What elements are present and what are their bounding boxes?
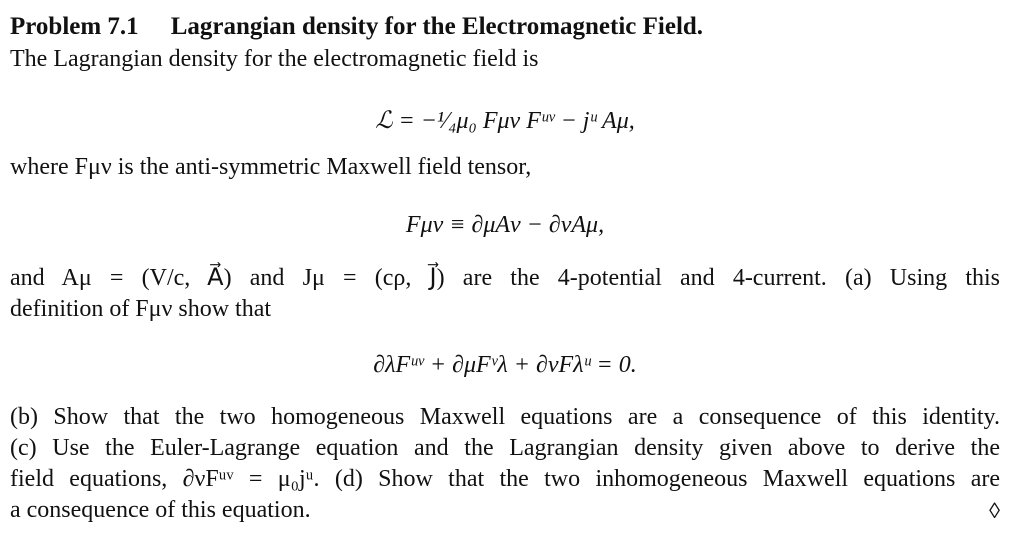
definitions-line-2: definition of Fμν show that xyxy=(10,296,272,322)
parts-paragraph xyxy=(10,402,1000,526)
intro-text: The Lagrangian density for the electromagnetic field is xyxy=(10,46,539,72)
where-text: where Fμν is the anti-symmetric Maxwell field tensor, xyxy=(10,154,532,180)
problem-number: Problem 7.1 xyxy=(10,13,139,40)
part-line: (c) Use the Euler-Lagrange equation and the Lagrangian density given above to derive the xyxy=(10,435,1000,461)
part-line-last xyxy=(10,495,1000,526)
problem-heading xyxy=(10,12,703,42)
identity-equation: ∂λFᵘᵛ + ∂μFᵛλ + ∂νFλᵘ = 0. xyxy=(373,352,637,378)
part-line: (b) Show that the two homogeneous Maxwell equations are a consequence of this identity. xyxy=(10,404,1000,430)
field-tensor-equation: Fμν ≡ ∂μAν − ∂νAμ, xyxy=(405,212,605,238)
part-line: a consequence of this equation. xyxy=(10,497,311,523)
end-of-problem-mark: ◊ xyxy=(989,498,1000,523)
definitions-line-1: and Aμ = (V/c, A⃗) and Jμ = (cρ, J⃗) are the 4-potential and 4-current. (a) Using this xyxy=(10,265,1000,291)
problem-title: Lagrangian density for the Electromagnetic Field. xyxy=(170,13,704,40)
lagrangian-equation: ℒ = −¹⁄₄μ₀ Fμν Fᵘᵛ − jᵘ Aμ, xyxy=(375,108,635,134)
part-line: field equations, ∂νFᵘᵛ = μ₀jᵘ. (d) Show that the two inhomogeneous Maxwell equations are xyxy=(10,466,1000,492)
